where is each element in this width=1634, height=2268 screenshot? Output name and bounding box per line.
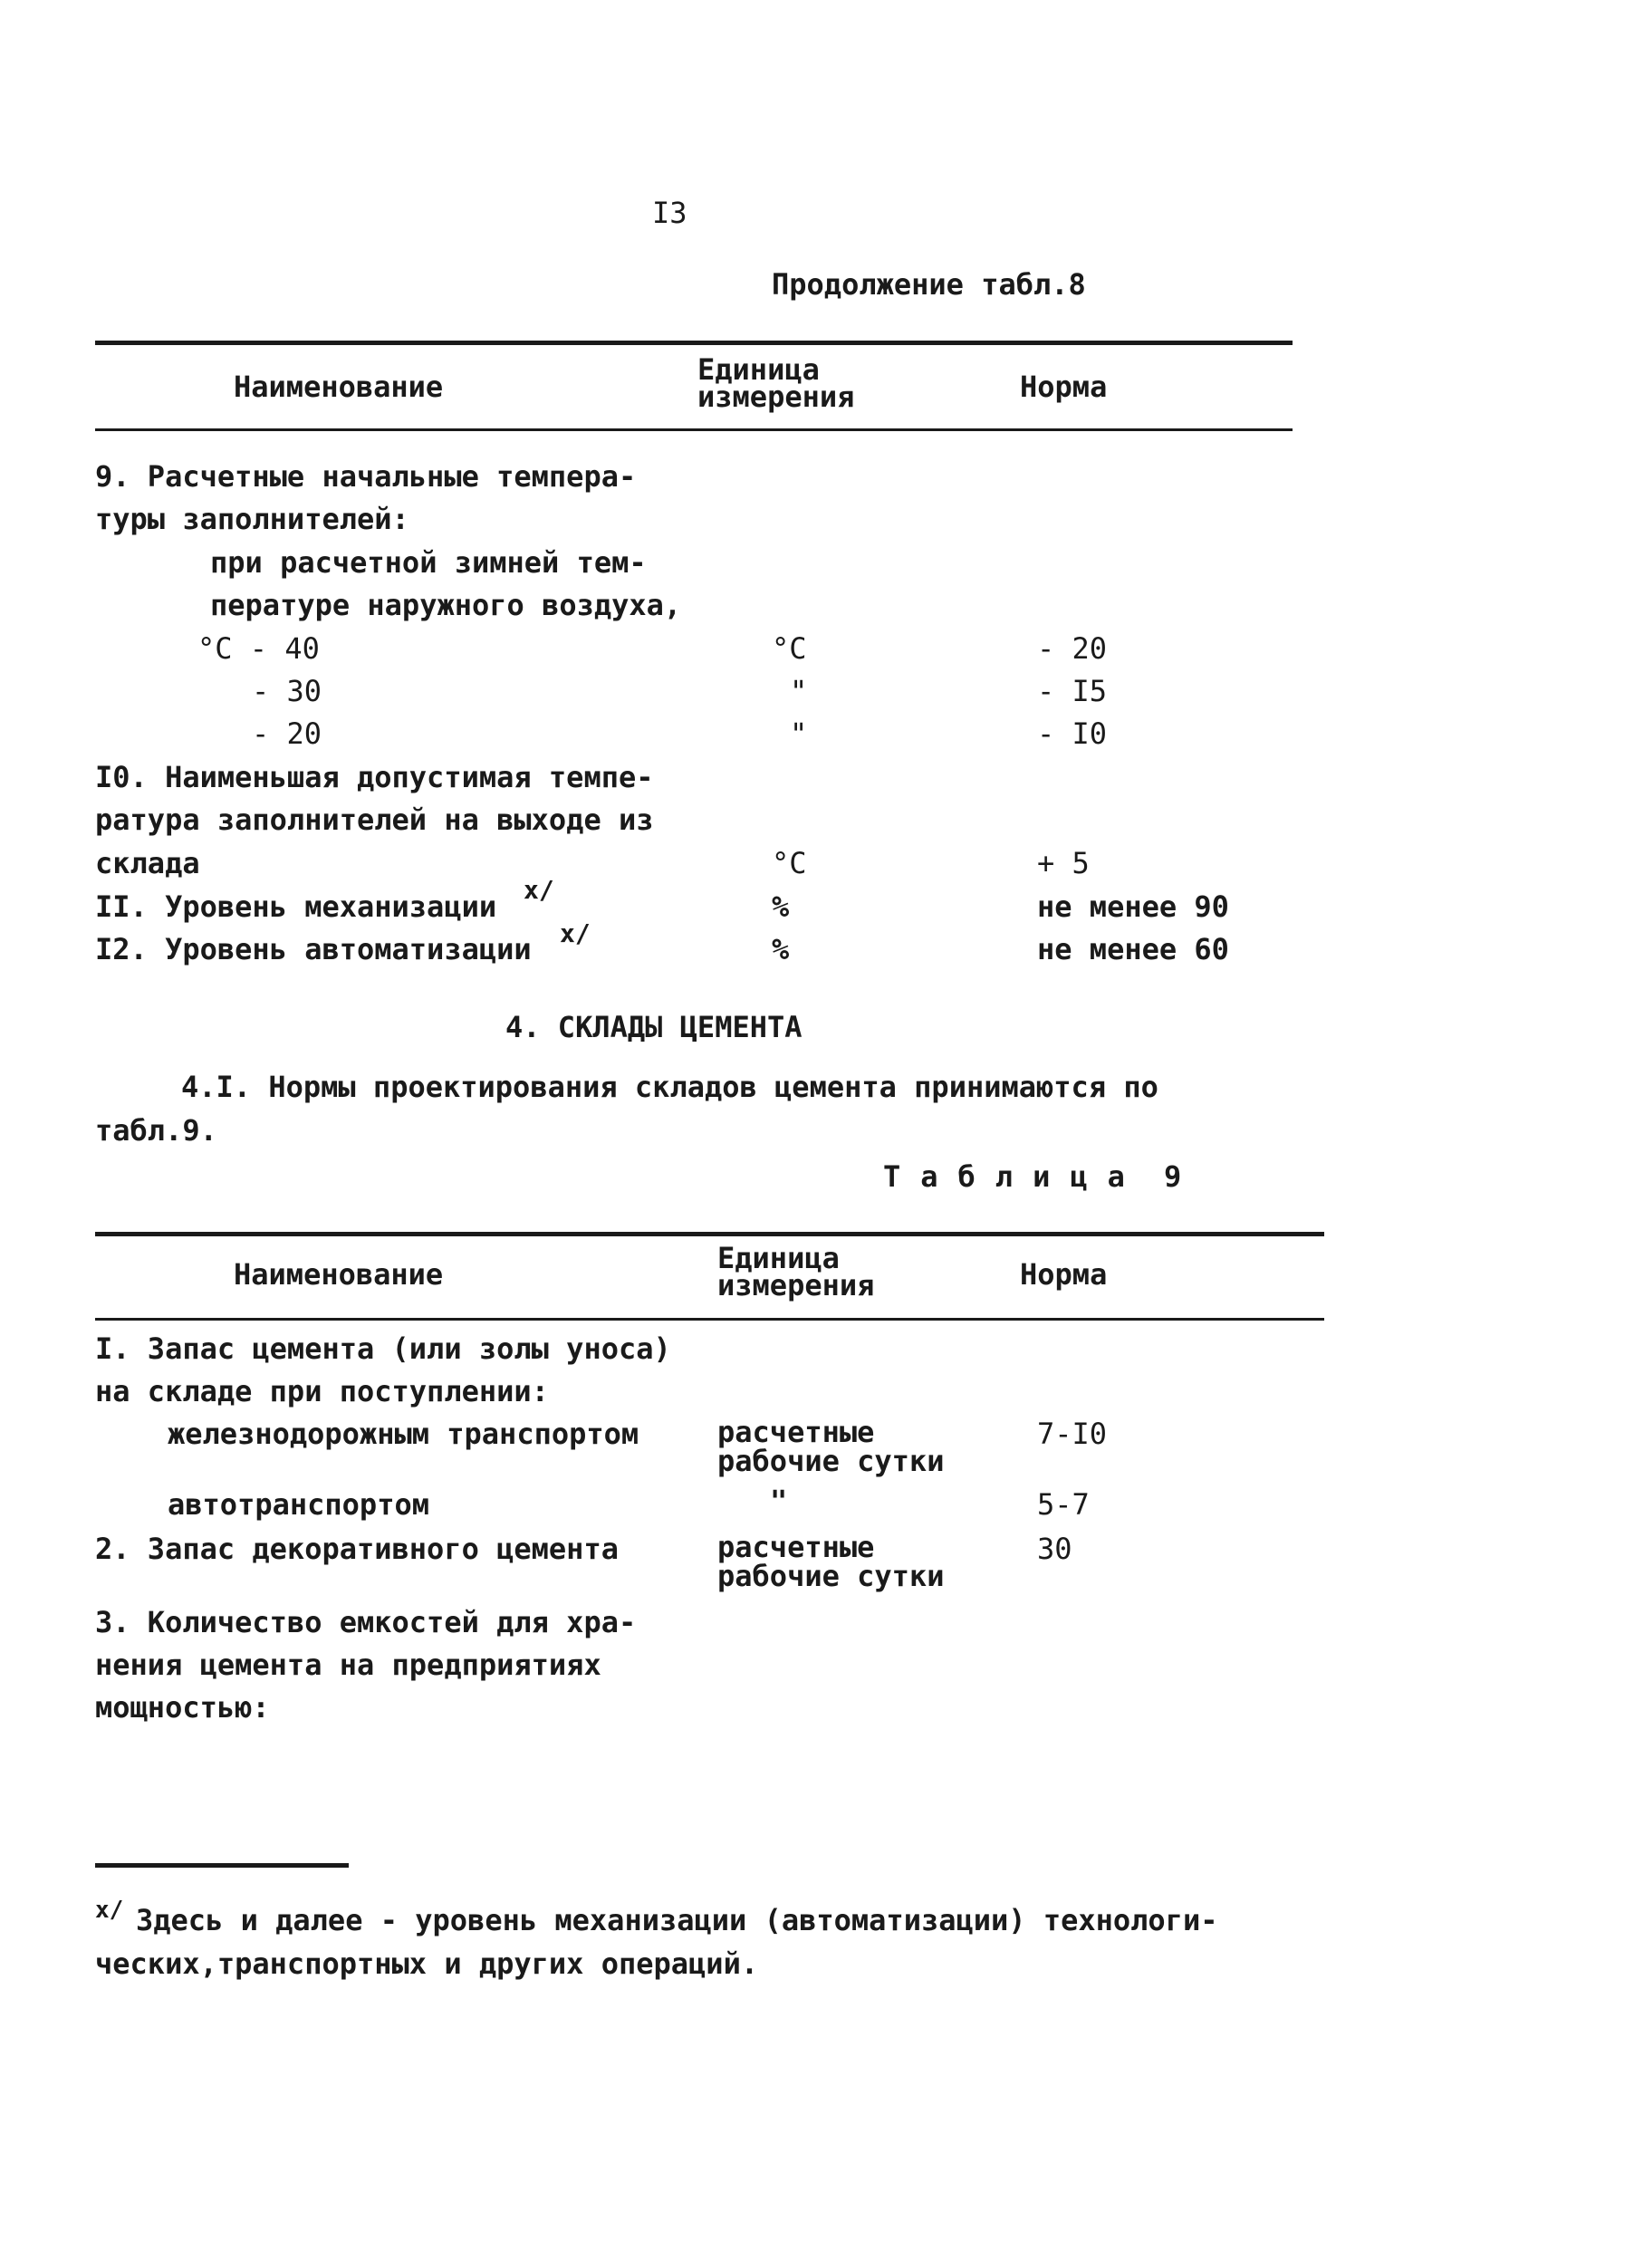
table8-header-unit	[697, 352, 855, 414]
item10-line3: склада	[95, 846, 200, 880]
item9-row3-norm: - I0	[1037, 716, 1108, 751]
section4-title: 4. СКЛАДЫ ЦЕМЕНТА	[505, 1010, 803, 1044]
table8-header-rule	[95, 428, 1293, 431]
item11-label: II. Уровень механизации	[95, 889, 497, 924]
item10-norm: + 5	[1037, 846, 1090, 880]
table9-item1-row1-unit-line1: расчетные	[717, 1415, 875, 1449]
table9-top-rule	[95, 1232, 1324, 1236]
table8-continuation-label: Продолжение табл.8	[772, 267, 1086, 302]
table9-item2-norm: 30	[1037, 1532, 1072, 1566]
section4-paragraph-line2: табл.9.	[95, 1113, 217, 1148]
item12-footnote-mark: x/	[560, 918, 591, 948]
table9-item1-row1-label: железнодорожным транспортом	[168, 1417, 639, 1451]
item9-line4: пературе наружного воздуха,	[210, 588, 682, 622]
item9-row1-unit: °C	[772, 631, 807, 666]
table9-header-unit-line1: Единица	[717, 1241, 840, 1275]
table9-item1-row2-norm: 5-7	[1037, 1487, 1090, 1522]
table8-header-unit-line2: измерения	[697, 380, 855, 414]
footnote-mark: x/	[95, 1897, 124, 1924]
section4-paragraph-line1: 4.I. Нормы проектирования складов цемента принимаются по	[181, 1070, 1158, 1104]
item9-row3-unit: "	[790, 716, 808, 751]
table9-item2-unit-line2: рабочие сутки	[717, 1559, 945, 1593]
item9-row2-unit: "	[790, 674, 808, 708]
table9-item3-line3: мощностью:	[95, 1690, 270, 1725]
table9-item1-row1-unit-line2: рабочие сутки	[717, 1444, 945, 1478]
table8-header-name: Наименование	[234, 370, 444, 404]
item9-line2: туры заполнителей:	[95, 502, 409, 536]
table9-item1-row1-unit	[717, 1415, 945, 1478]
table9-item3-line2: нения цемента на предприятиях	[95, 1648, 601, 1682]
item11-norm: не менее 90	[1037, 889, 1229, 924]
table9-header-rule	[95, 1318, 1324, 1321]
item9-row2-label: - 30	[252, 674, 322, 708]
item9-row3-label: - 20	[252, 716, 322, 751]
footnote-line2: ческих,транспортных и других операций.	[95, 1946, 759, 1981]
table9-item1-line2: на складе при поступлении:	[95, 1374, 549, 1408]
footnote-rule	[95, 1863, 349, 1868]
item10-line2: ратура заполнителей на выходе из	[95, 802, 654, 837]
item12-unit: %	[772, 932, 790, 966]
table8-header-unit-line1: Единица	[697, 352, 820, 387]
table9-caption-word: Таблица	[883, 1159, 1145, 1194]
table9-item2-label: 2. Запас декоративного цемента	[95, 1532, 619, 1566]
item10-line1: I0. Наименьшая допустимая темпе-	[95, 760, 654, 794]
page-number: I3	[652, 196, 687, 230]
footnote-line1: Здесь и далее - уровень механизации (автоматизации) технологи-	[136, 1903, 1218, 1937]
table9-header-norm: Норма	[1020, 1257, 1108, 1292]
item12-label: I2. Уровень автоматизации	[95, 932, 532, 966]
table9-item2-unit-line1: расчетные	[717, 1530, 875, 1564]
table9-item2-unit	[717, 1530, 945, 1593]
table8-top-rule	[95, 341, 1293, 345]
table9-item1-line1: I. Запас цемента (или золы уноса)	[95, 1331, 671, 1366]
item9-row1-norm: - 20	[1037, 631, 1108, 666]
table9-item1-row2-label: автотранспортом	[168, 1487, 429, 1522]
item10-unit: °C	[772, 846, 807, 880]
table9-item1-row1-norm: 7-I0	[1037, 1417, 1108, 1451]
table8-header-norm: Норма	[1020, 370, 1108, 404]
table9-item3-line1: 3. Количество емкостей для хра-	[95, 1605, 637, 1639]
item9-row2-norm: - I5	[1037, 674, 1108, 708]
table9-header-unit-line2: измерения	[717, 1268, 875, 1302]
table9-header-unit	[717, 1241, 875, 1302]
item11-footnote-mark: x/	[524, 875, 554, 905]
item9-line1: 9. Расчетные начальные темпера-	[95, 459, 637, 494]
table9-item1-row2-unit: "	[770, 1484, 788, 1518]
item9-line3: при расчетной зимней тем-	[210, 545, 647, 580]
table9-header-name: Наименование	[234, 1257, 444, 1292]
item12-norm: не менее 60	[1037, 932, 1229, 966]
table9-caption-number: 9	[1164, 1159, 1182, 1194]
item11-unit: %	[772, 889, 790, 924]
item9-row1-label: °C - 40	[197, 631, 320, 666]
